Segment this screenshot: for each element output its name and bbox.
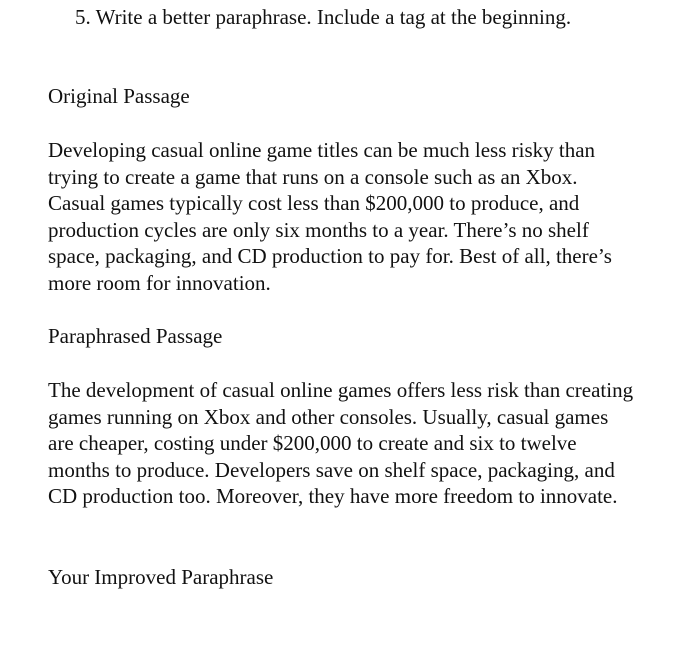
question-prompt: 5. Write a better paraphrase. Include a tag at the beginning. xyxy=(75,5,572,29)
original-passage-heading: Original Passage xyxy=(48,84,190,108)
paraphrased-passage-heading: Paraphrased Passage xyxy=(48,324,223,348)
paraphrased-passage-text: The development of casual online games offers less risk than creating games running on Xbox and other consoles. Usually, casual games are cheaper, costing under $200,000 to create and six to twelve months to produce. Developers save on shelf space, packaging, and CD production too. Moreover, they have more freedom to innovate. xyxy=(48,378,634,509)
original-passage-text: Developing casual online game titles can be much less risky than trying to create a game that runs on a console such as an Xbox. Casual games typically cost less than $200,000 to produce, and production cycles are only six months to a year. There’s no shelf space, packaging, and CD production to pay for. Best of all, there’s more room for innovation. xyxy=(48,138,612,295)
improved-paraphrase-heading: Your Improved Paraphrase xyxy=(48,565,274,589)
